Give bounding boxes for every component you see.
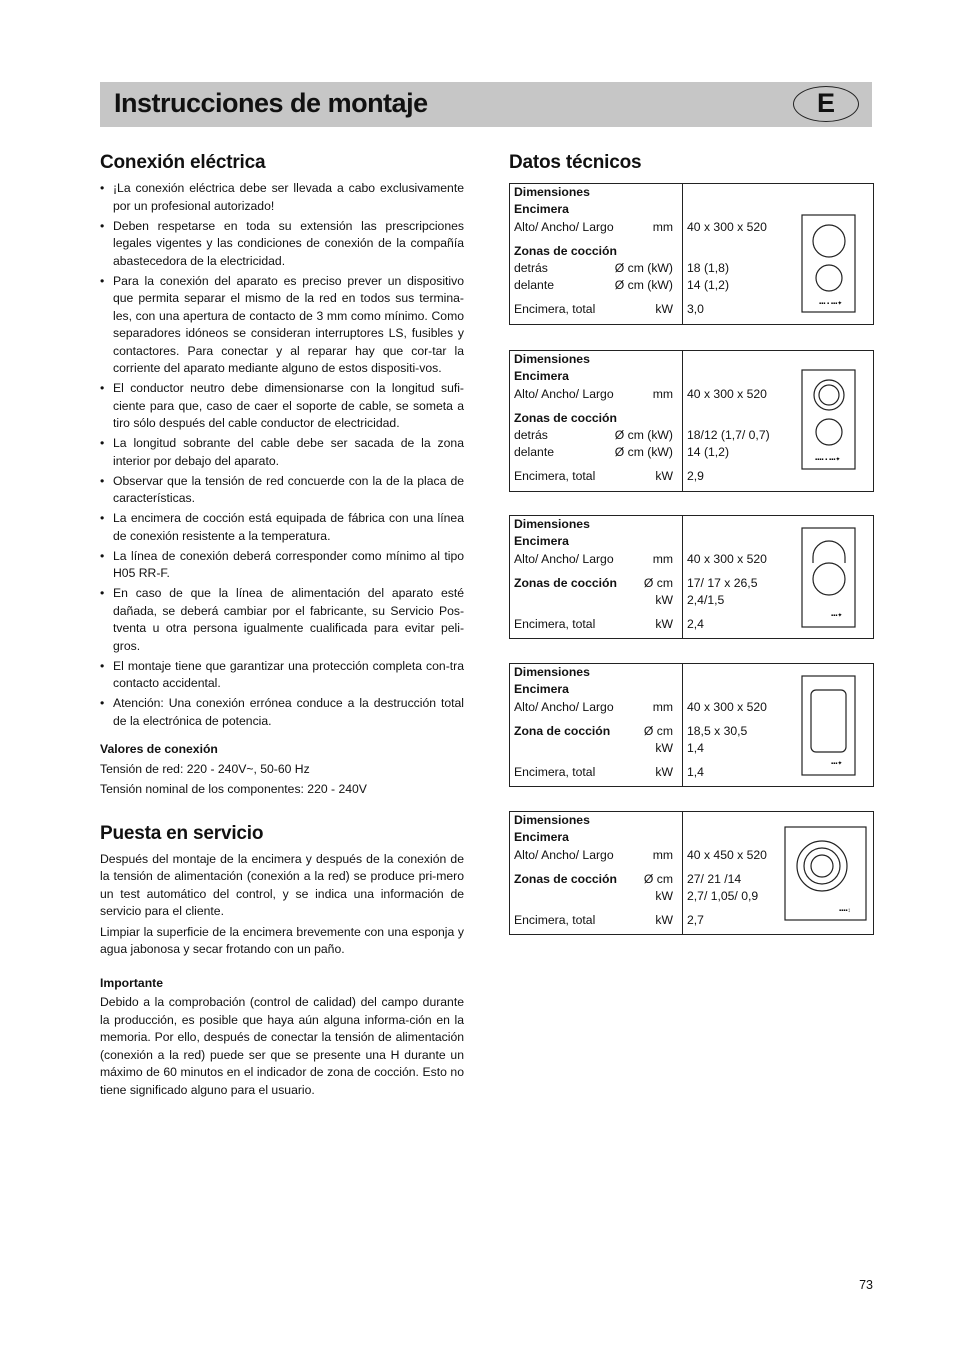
bullet-item: • El conductor neutro debe dimensionarse con la longitud sufi-ciente para que, caso de caer el soporte de cable, se someta a tiro sólo después del cable conductor de electricidad. xyxy=(100,380,464,433)
zone-power-value: 1,4 xyxy=(687,741,704,755)
dims-label: Alto/ Ancho/ Largo xyxy=(514,387,614,401)
zone-size-value: 17/ 17 x 26,5 xyxy=(687,576,758,590)
zone-rear-value: 18 (1,8) xyxy=(687,261,730,275)
dims-heading: Dimensiones xyxy=(514,813,590,827)
service-paragraph-1: Después del montaje de la encimera y después de la conexión de la tensión de alimentación (conexión a la red) se produce pri-mero un test automático del control, y se indica una información de servicio para el cliente. xyxy=(100,851,464,918)
total-unit: kW xyxy=(655,469,673,483)
dims-value: 40 x 300 x 520 xyxy=(687,700,767,714)
encimera-heading: Encimera xyxy=(514,830,569,844)
bullet-item: • El montaje tiene que garantizar una protección completa con-tra contacto accidental. xyxy=(100,658,464,693)
total-label: Encimera, total xyxy=(514,302,596,316)
service-paragraph-2: Limpiar la superficie de la encimera brevemente con una esponja y agua jabonosa y secar frotando con un paño. xyxy=(100,924,464,956)
total-label: Encimera, total xyxy=(514,617,596,631)
zone-size-unit: Ø cm xyxy=(643,724,673,738)
dims-unit: mm xyxy=(652,220,673,234)
bullet-item: • Observar que la tensión de red concuerde con la de la placa de características. xyxy=(100,473,464,508)
zones-heading: Zonas de cocción xyxy=(514,872,617,886)
dims-value: 40 x 300 x 520 xyxy=(687,552,767,566)
left-column xyxy=(100,152,464,1099)
total-label: Encimera, total xyxy=(514,913,596,927)
spec-box xyxy=(509,515,874,639)
zone-power-unit: kW xyxy=(655,741,673,755)
zone-rear-label: detrás xyxy=(514,428,548,442)
language-badge: E xyxy=(793,86,859,122)
zone-front-value: 14 (1,2) xyxy=(687,445,730,459)
dims-unit: mm xyxy=(652,552,673,566)
svg-text:▪▪▪▪↕: ▪▪▪▪↕ xyxy=(839,908,851,914)
important-paragraph: Debido a la comprobación (control de calidad) del campo durante la producción, es posible que haya aún alguna informa-ción en la memoria. Por ello, después de conectar la tensión de alimentación (conexión a la red) puede ser que se presente una H durante un máximo de 60 minutos en el indicador de zona de cocción. Esto no tiene significado alguno para el usuario. xyxy=(100,995,464,1097)
dims-heading: Dimensiones xyxy=(514,665,590,679)
spec-box xyxy=(509,183,874,325)
zone-front-unit: Ø cm (kW) xyxy=(614,445,673,459)
spec-box xyxy=(509,811,874,935)
voltage-text: Tensión de red: 220 - 240V~, 50-60 Hz xyxy=(100,761,310,776)
spec-box xyxy=(509,663,874,787)
spec-box xyxy=(509,350,874,492)
svg-text:▪▪▪ ▪ ▪▪▪✦: ▪▪▪ ▪ ▪▪▪✦ xyxy=(819,301,843,307)
encimera-heading: Encimera xyxy=(514,534,569,548)
dims-value: 40 x 300 x 520 xyxy=(687,387,767,401)
header-bar xyxy=(100,82,872,127)
zones-heading: Zonas de cocción xyxy=(514,411,617,425)
dims-heading: Dimensiones xyxy=(514,517,590,531)
hob-drawing xyxy=(801,214,857,314)
encimera-heading: Encimera xyxy=(514,202,569,216)
hob-drawing xyxy=(801,675,857,777)
svg-text:▪▪▪▪ ▪ ▪▪▪✦: ▪▪▪▪ ▪ ▪▪▪✦ xyxy=(815,457,841,463)
zone-front-value: 14 (1,2) xyxy=(687,278,730,292)
dims-label: Alto/ Ancho/ Largo xyxy=(514,220,614,234)
bullet-item: • En caso de que la línea de alimentación del aparato esté dañada, se deberá cambiar por el fabricante, su Servicio Pos-tventa u otra persona igualmente cualificada para evitar peli-gros. xyxy=(100,585,464,655)
zone-power-unit: kW xyxy=(655,593,673,607)
svg-text:▪▪▪✦: ▪▪▪✦ xyxy=(831,613,843,619)
zone-rear-label: detrás xyxy=(514,261,548,275)
bullet-item: • Para la conexión del aparato es preciso prever un dispositivo que permita separar el mismo de la red en todos sus termina-les, con una apertura de contacto de 3 mm como mínimo. Como separadores idóneos se consideran interruptores LS, fusibles y contactores. Para conectar y al reparar hay que cor-tar la corriente del aparato mediante alguno de estos dispositi-vos. xyxy=(100,273,464,378)
zone-size-value: 18,5 x 30,5 xyxy=(687,724,748,738)
encimera-heading: Encimera xyxy=(514,369,569,383)
zone-power-value: 2,4/1,5 xyxy=(687,593,725,607)
dims-heading: Dimensiones xyxy=(514,352,590,366)
zone-rear-unit: Ø cm (kW) xyxy=(614,428,673,442)
nominal-voltage-text: Tensión nominal de los componentes: 220 - 240V xyxy=(100,782,367,796)
electrical-bullet-list xyxy=(100,180,464,730)
zone-power-value: 2,7/ 1,05/ 0,9 xyxy=(687,889,759,903)
dims-label: Alto/ Ancho/ Largo xyxy=(514,700,614,714)
total-label: Encimera, total xyxy=(514,765,596,779)
dims-label: Alto/ Ancho/ Largo xyxy=(514,848,614,862)
zones-heading: Zonas de cocción xyxy=(514,576,617,590)
zone-rear-unit: Ø cm (kW) xyxy=(614,261,673,275)
zone-front-label: delante xyxy=(514,278,554,292)
bullet-item: • Deben respetarse en toda su extensión las prescripciones legales vigentes y las condiciones de conexión de la compañía abastecedora de la electricidad. xyxy=(100,218,464,271)
hob-drawing xyxy=(784,826,868,922)
total-unit: kW xyxy=(655,302,673,316)
total-unit: kW xyxy=(655,617,673,631)
page-number: 73 xyxy=(859,1278,873,1292)
total-value: 1,4 xyxy=(687,765,704,779)
total-value: 2,4 xyxy=(687,617,704,631)
bullet-item: • La longitud sobrante del cable debe ser sacada de la zona interior por debajo del aparato. xyxy=(100,435,464,470)
dims-unit: mm xyxy=(652,700,673,714)
bullet-item: • ¡La conexión eléctrica debe ser llevada a cabo exclusivamente por un profesional autorizado! xyxy=(100,180,464,215)
zone-size-value: 27/ 21 /14 xyxy=(687,872,742,886)
dims-heading: Dimensiones xyxy=(514,185,590,199)
zone-rear-value: 18/12 (1,7/ 0,7) xyxy=(687,428,770,442)
total-unit: kW xyxy=(655,913,673,927)
bullet-item: • Atención: Una conexión errónea conduce a la destrucción total de la electrónica de potencia. xyxy=(100,695,464,730)
zone-size-unit: Ø cm xyxy=(643,576,673,590)
zones-heading: Zonas de cocción xyxy=(514,244,617,258)
dims-label: Alto/ Ancho/ Largo xyxy=(514,552,614,566)
total-value: 2,9 xyxy=(687,469,704,483)
zone-front-unit: Ø cm (kW) xyxy=(614,278,673,292)
bullet-item: • La encimera de cocción está equipada de fábrica con una línea de conexión resistente a la temperatura. xyxy=(100,510,464,545)
zone-front-label: delante xyxy=(514,445,554,459)
important-heading: Importante xyxy=(100,975,163,990)
connection-values-heading: Valores de conexión xyxy=(100,742,218,756)
total-value: 2,7 xyxy=(687,913,704,927)
electrical-heading: Conexión eléctrica xyxy=(100,152,266,173)
total-value: 3,0 xyxy=(687,302,704,316)
total-unit: kW xyxy=(655,765,673,779)
dims-value: 40 x 300 x 520 xyxy=(687,220,767,234)
service-heading: Puesta en servicio xyxy=(100,822,264,844)
zone-heading: Zona de cocción xyxy=(514,724,611,738)
zone-size-unit: Ø cm xyxy=(643,872,673,886)
dims-unit: mm xyxy=(652,848,673,862)
hob-drawing xyxy=(801,527,857,629)
dims-value: 40 x 450 x 520 xyxy=(687,848,767,862)
svg-text:▪▪▪✦: ▪▪▪✦ xyxy=(831,761,843,767)
tech-heading: Datos técnicos xyxy=(509,152,642,173)
zone-power-unit: kW xyxy=(655,889,673,903)
page-title: Instrucciones de montaje xyxy=(114,88,428,118)
dims-unit: mm xyxy=(652,387,673,401)
bullet-item: • La línea de conexión deberá corresponder como mínimo al tipo H05 RR-F. xyxy=(100,548,464,583)
total-label: Encimera, total xyxy=(514,469,596,483)
encimera-heading: Encimera xyxy=(514,682,569,696)
hob-drawing xyxy=(801,369,857,471)
right-column xyxy=(509,152,874,927)
